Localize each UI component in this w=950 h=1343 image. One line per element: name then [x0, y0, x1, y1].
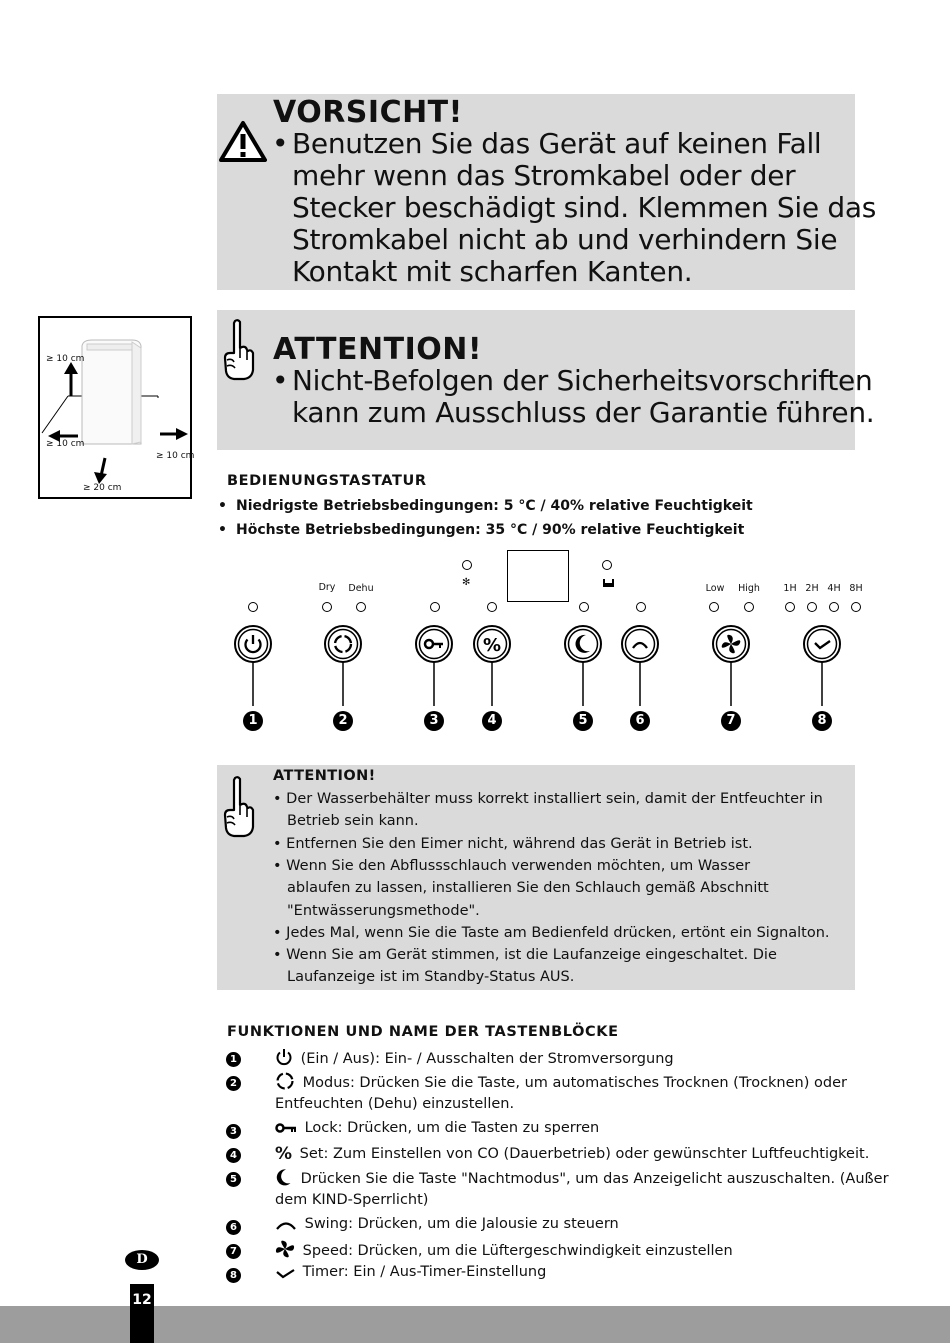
bullet: • [272, 364, 289, 397]
callout-number-1: 1 [243, 711, 263, 731]
attention2-title: ATTENTION! [273, 768, 376, 784]
clearance-top-label: ≥ 10 cm [46, 354, 85, 364]
function-text: Speed: Drücken, um die Lüftergeschwindigkeit einzustellen [302, 1243, 733, 1259]
function-number: 6 [226, 1220, 241, 1235]
function-text: Lock: Drücken, um die Tasten zu sperren [304, 1120, 600, 1136]
percent-glyph: % [482, 635, 502, 656]
timer-button[interactable] [804, 626, 840, 706]
attention2-line: • Wenn Sie am Gerät stimmen, ist die Laufanzeige eingeschaltet. Die [273, 947, 777, 963]
callout-number-8: 8 [812, 711, 832, 731]
caution-line: Benutzen Sie das Gerät auf keinen Fall [292, 127, 822, 160]
function-mode [275, 1072, 847, 1091]
condition-text: Niedrigste Betriebsbedingungen: 5 °C / 40% relative Feuchtigkeit [236, 498, 753, 514]
mode-icon [275, 1072, 295, 1090]
callout-number-2: 2 [333, 711, 353, 731]
function-number: 5 [226, 1172, 241, 1187]
callout-number-3: 3 [424, 711, 444, 731]
function-text: Drücken Sie die Taste "Nachtmodus", um das Anzeigelicht auszuschalten. (Außer [300, 1171, 889, 1187]
function-text: Set: Zum Einstellen von CO (Dauerbetrieb) oder gewünschter Luftfeuchtigkeit. [299, 1146, 870, 1162]
caution-line: Stecker beschädigt sind. Klemmen Sie das [292, 191, 876, 224]
attention2-line: • Wenn Sie den Abflussschlauch verwenden möchten, um Wasser [273, 858, 751, 874]
clearance-front-label: ≥ 20 cm [83, 483, 122, 493]
caution-line: Stromkabel nicht ab und verhindern Sie [292, 223, 838, 256]
function-number: 4 [226, 1148, 241, 1163]
function-number: 7 [226, 1244, 241, 1259]
pointing-hand-icon [222, 775, 256, 839]
bullet: • [272, 127, 289, 160]
function-text: Timer: Ein / Aus-Timer-Einstellung [302, 1264, 547, 1280]
callout-number-6: 6 [630, 711, 650, 731]
control-panel-heading: BEDIENUNGSTASTATUR [227, 473, 427, 489]
power-button[interactable] [235, 626, 271, 706]
percent-icon: % [275, 1144, 293, 1164]
function-speed [275, 1240, 733, 1259]
function-timer [275, 1264, 546, 1280]
function-text: Modus: Drücken Sie die Taste, um automatisches Trocknen (Trocknen) oder [302, 1075, 847, 1091]
caution-line: Kontakt mit scharfen Kanten. [292, 255, 693, 288]
condition-high: • Höchste Betriebsbedingungen: 35 °C / 90% relative Feuchtigkeit [218, 522, 745, 538]
low-label: Low [705, 583, 725, 594]
function-swing [275, 1216, 619, 1232]
power-icon [275, 1048, 293, 1066]
function-text: (Ein / Aus): Ein- / Ausschalten der Stromversorgung [300, 1051, 674, 1067]
night-mode-button[interactable] [565, 626, 601, 706]
function-mode-cont: Entfeuchten (Dehu) einzustellen. [275, 1096, 515, 1112]
caution-title: VORSICHT! [273, 95, 463, 130]
condition-low: • Niedrigste Betriebsbedingungen: 5 °C / 40% relative Feuchtigkeit [218, 498, 753, 514]
attention-line: kann zum Ausschluss der Garantie führen. [292, 396, 875, 429]
timer-2h-label: 2H [805, 583, 819, 594]
function-number: 1 [226, 1052, 241, 1067]
attention2-line: Betrieb sein kann. [287, 813, 419, 829]
function-night-cont: dem KIND-Sperrlicht) [275, 1192, 429, 1208]
swing-button[interactable] [622, 626, 658, 706]
attention2-line: • Entfernen Sie den Eimer nicht, während das Gerät in Betrieb ist. [273, 836, 753, 852]
language-badge: D [125, 1250, 159, 1270]
functions-heading: FUNKTIONEN UND NAME DER TASTENBLÖCKE [227, 1024, 619, 1040]
caution-line: mehr wenn das Stromkabel oder der [292, 159, 796, 192]
dry-label: Dry [318, 582, 336, 593]
attention2-line: "Entwässerungsmethode". [287, 903, 480, 919]
attention2-line: ablaufen zu lassen, installieren Sie den Schlauch gemäß Abschnitt [287, 880, 769, 896]
attention-title: ATTENTION! [273, 332, 483, 367]
callout-number-5: 5 [573, 711, 593, 731]
mode-button[interactable] [325, 626, 361, 706]
clearance-right-label: ≥ 10 cm [156, 451, 195, 461]
timer-4h-label: 4H [827, 583, 841, 594]
function-number: 3 [226, 1124, 241, 1139]
moon-icon [576, 635, 590, 653]
lock-button[interactable] [416, 626, 452, 706]
callout-number-7: 7 [721, 711, 741, 731]
timer-8h-label: 8H [849, 583, 863, 594]
function-number: 8 [226, 1268, 241, 1283]
clearance-left-label: ≥ 10 cm [46, 439, 85, 449]
function-text: Swing: Drücken, um die Jalousie zu steuern [304, 1216, 619, 1232]
fan-icon [722, 635, 741, 654]
callout-number-4: 4 [482, 711, 502, 731]
check-icon [275, 1267, 295, 1279]
dehu-label: Dehu [348, 583, 374, 594]
function-set [275, 1144, 869, 1164]
attention-line: Nicht-Befolgen der Sicherheitsvorschriften [292, 364, 873, 397]
condition-text: Höchste Betriebsbedingungen: 35 °C / 90% relative Feuchtigkeit [236, 522, 745, 538]
function-night [275, 1168, 889, 1187]
function-power [275, 1048, 674, 1067]
fan-icon [275, 1240, 295, 1258]
fan-mini-icon: ✻ [462, 577, 471, 588]
moon-icon [275, 1168, 293, 1186]
function-lock [275, 1120, 599, 1136]
high-label: High [738, 583, 760, 594]
page-number: 12 [130, 1284, 154, 1343]
swing-icon [275, 1219, 297, 1231]
function-number: 2 [226, 1076, 241, 1091]
attention2-line: Laufanzeige ist im Standby-Status AUS. [287, 969, 575, 985]
timer-1h-label: 1H [783, 583, 797, 594]
key-icon [275, 1121, 297, 1135]
attention2-line: • Der Wasserbehälter muss korrekt installiert sein, damit der Entfeuchter in [273, 791, 823, 807]
attention2-line: • Jedes Mal, wenn Sie die Taste am Bedienfeld drücken, ertönt ein Signalton. [273, 925, 830, 941]
